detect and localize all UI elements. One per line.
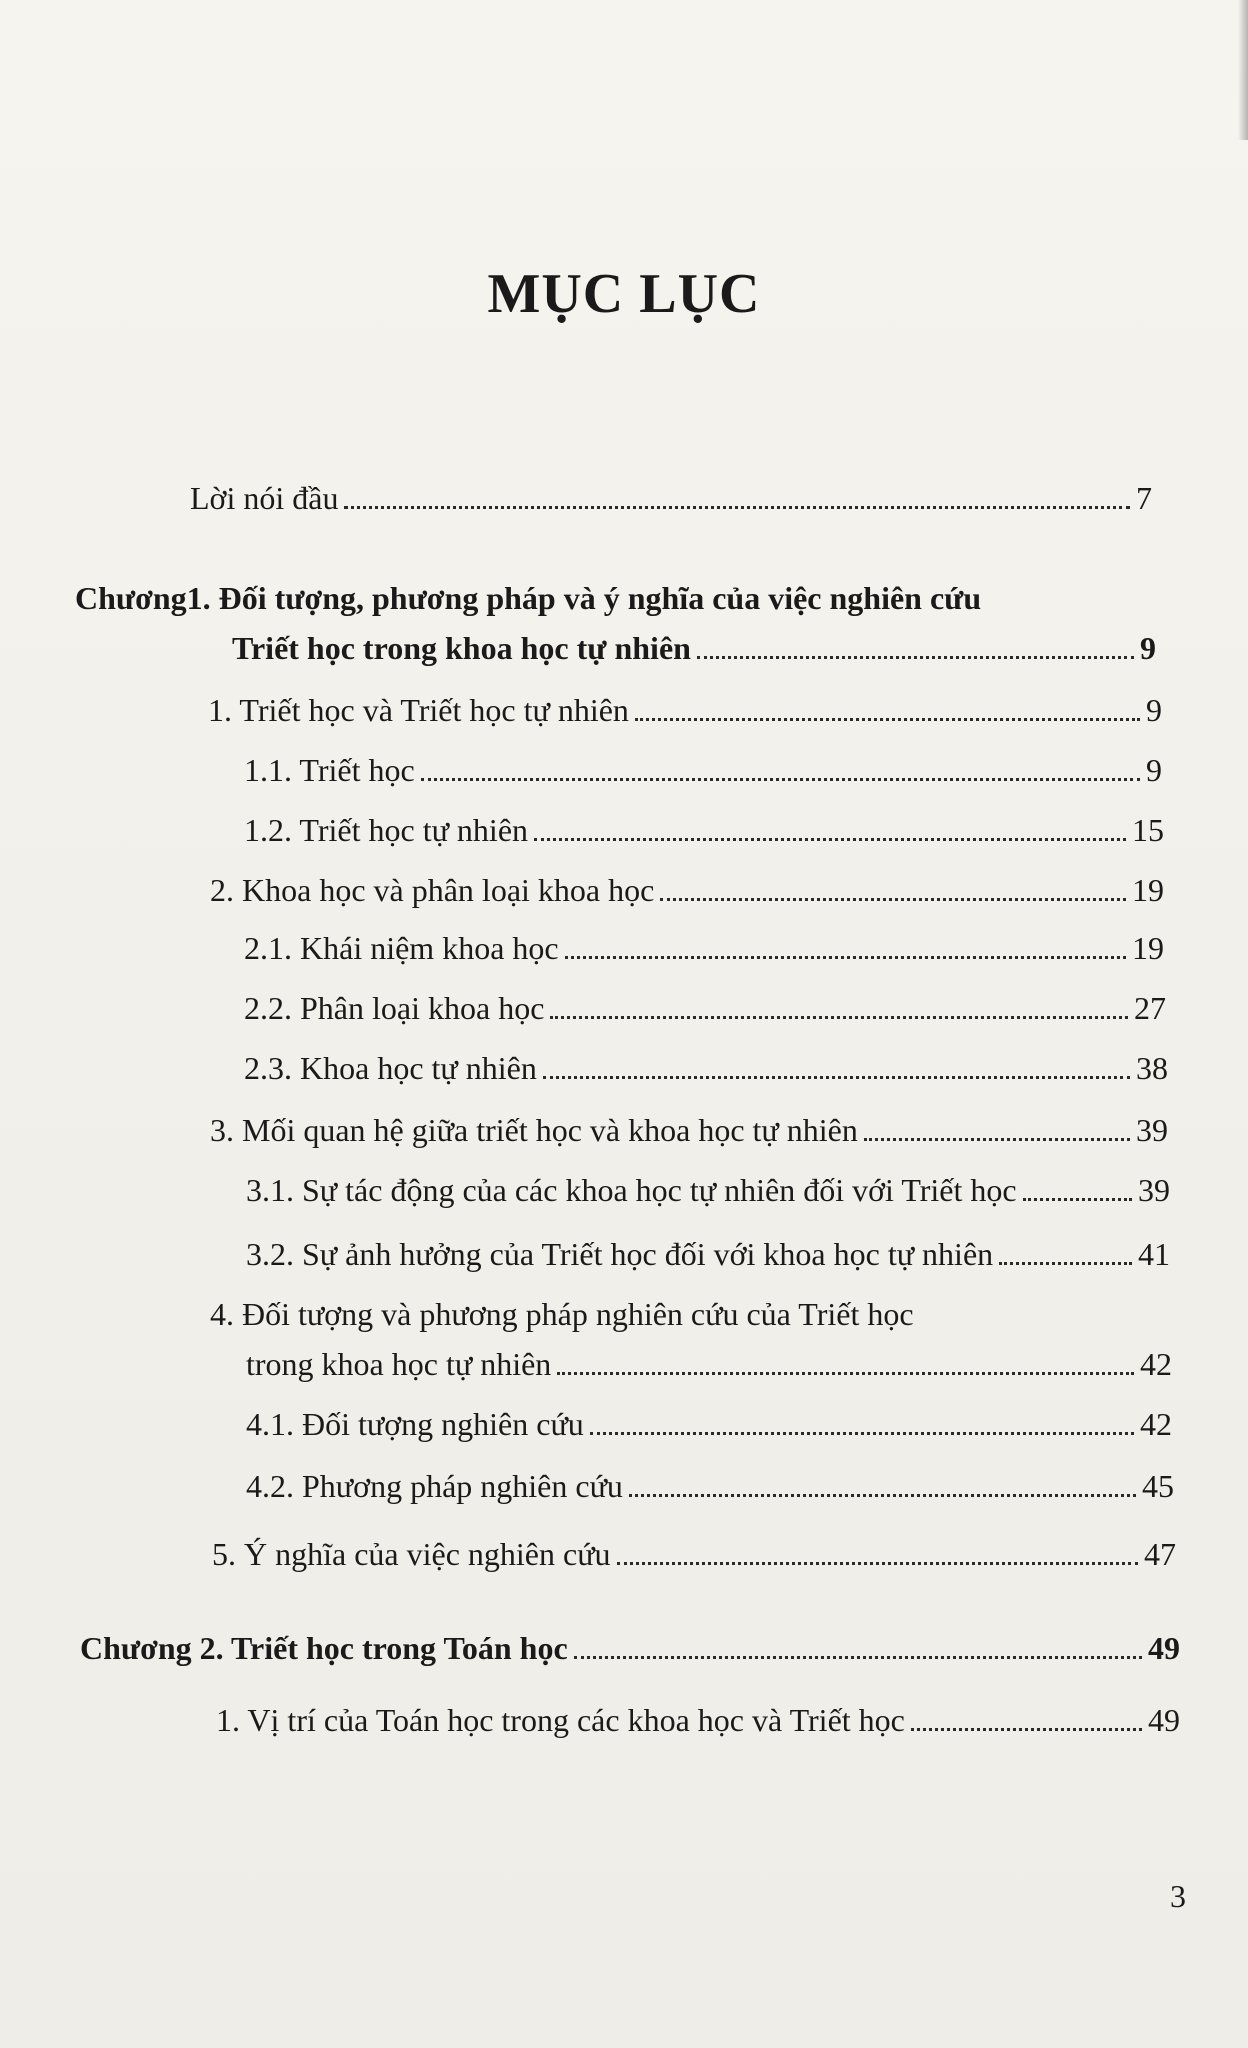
toc-entry-text: 2.3. Khoa học tự nhiên xyxy=(244,1050,537,1086)
toc-entry-page: 9 xyxy=(1140,630,1156,666)
toc-entry-page: 7 xyxy=(1136,480,1152,516)
toc-entry-4-1 xyxy=(246,1404,1172,1444)
toc-entry-1-2 xyxy=(244,810,1164,850)
toc-entry-text: 5. Ý nghĩa của việc nghiên cứu xyxy=(212,1536,611,1572)
toc-entry-2-2 xyxy=(244,988,1166,1028)
toc-entry-preface xyxy=(190,478,1152,518)
toc-entry-2-1 xyxy=(244,928,1164,968)
toc-entry-page: 9 xyxy=(1146,752,1162,788)
toc-entry-text: 4.1. Đối tượng nghiên cứu xyxy=(246,1406,584,1442)
toc-entry-2-3 xyxy=(244,1048,1168,1088)
toc-entry-text: 4.2. Phương pháp nghiên cứu xyxy=(246,1468,623,1504)
toc-entry-page: 45 xyxy=(1142,1468,1174,1504)
dot-leader xyxy=(421,778,1140,781)
page-number: 3 xyxy=(1170,1878,1186,1914)
dot-leader xyxy=(635,718,1140,721)
toc-entry-text: 2. Khoa học và phân loại khoa học xyxy=(210,872,655,908)
dot-leader xyxy=(864,1138,1130,1141)
toc-entry-text: 1. Triết học và Triết học tự nhiên xyxy=(208,692,629,728)
toc-entry-page: 49 xyxy=(1148,1702,1180,1738)
dot-leader xyxy=(629,1494,1136,1497)
toc-entry-3-2 xyxy=(246,1234,1170,1274)
dot-leader xyxy=(565,956,1126,959)
toc-entry-4-2 xyxy=(246,1466,1174,1506)
toc-entry-4 xyxy=(246,1344,1172,1384)
toc-entry-page: 38 xyxy=(1136,1050,1168,1086)
dot-leader xyxy=(999,1262,1132,1265)
toc-entry-page: 47 xyxy=(1144,1536,1176,1572)
toc-entry-text: Lời nói đầu xyxy=(190,480,339,516)
dot-leader xyxy=(660,898,1126,901)
toc-entry-3 xyxy=(210,1110,1168,1150)
toc-entry-page: 9 xyxy=(1146,692,1162,728)
toc-entry-text: 1.1. Triết học xyxy=(244,752,415,788)
dot-leader xyxy=(697,656,1134,659)
toc-entry-3-1 xyxy=(246,1170,1170,1210)
toc-entry-page: 27 xyxy=(1134,990,1166,1026)
toc-entry-page: 15 xyxy=(1132,812,1164,848)
toc-entry-text: 1.2. Triết học tự nhiên xyxy=(244,812,529,848)
dot-leader xyxy=(557,1372,1134,1375)
toc-entry-text: 3. Mối quan hệ giữa triết học và khoa học tự nhiên xyxy=(210,1112,858,1148)
toc-entry-text: 2.2. Phân loại khoa học xyxy=(244,990,545,1026)
toc-entry-page: 41 xyxy=(1138,1236,1170,1272)
toc-entry-text: Triết học trong khoa học tự nhiên xyxy=(232,630,691,666)
toc-entry-page: 49 xyxy=(1148,1630,1180,1666)
toc-entry-page: 19 xyxy=(1132,930,1164,966)
toc-entry-page: 42 xyxy=(1140,1346,1172,1382)
toc-entry-text: trong khoa học tự nhiên xyxy=(246,1346,552,1382)
toc-entry-ch2-1 xyxy=(216,1700,1180,1740)
toc-entry-2 xyxy=(210,870,1164,910)
toc-entry-1-1 xyxy=(244,750,1162,790)
toc-chapter-1-line1: Chương1. Đối tượng, phương pháp và ý nghĩa của việc nghiên cứu xyxy=(75,580,982,616)
toc-entry-5 xyxy=(212,1534,1176,1574)
page-title: MỤC LỤC xyxy=(487,263,761,325)
toc-entry-text: 3.2. Sự ảnh hưởng của Triết học đối với khoa học tự nhiên xyxy=(246,1236,994,1272)
dot-leader xyxy=(617,1562,1138,1565)
toc-entry-4-line1: 4. Đối tượng và phương pháp nghiên cứu của Triết học xyxy=(210,1296,914,1332)
toc-entry-chapter-1 xyxy=(232,628,1156,668)
dot-leader xyxy=(590,1432,1134,1435)
toc-entry-page: 39 xyxy=(1138,1172,1170,1208)
toc-entry-text: 2.1. Khái niệm khoa học xyxy=(244,930,559,966)
toc-entry-page: 42 xyxy=(1140,1406,1172,1442)
dot-leader xyxy=(550,1016,1128,1019)
dot-leader xyxy=(574,1656,1142,1659)
toc-entry-1 xyxy=(208,690,1162,730)
toc-entry-chapter-2 xyxy=(80,1628,1180,1668)
dot-leader xyxy=(344,506,1130,509)
toc-entry-text: Chương 2. Triết học trong Toán học xyxy=(80,1630,568,1666)
dot-leader xyxy=(534,838,1126,841)
dot-leader xyxy=(1023,1198,1132,1201)
toc-entry-text: 1. Vị trí của Toán học trong các khoa học và Triết học xyxy=(216,1702,905,1738)
toc-entry-page: 39 xyxy=(1136,1112,1168,1148)
dot-leader xyxy=(911,1728,1142,1731)
dot-leader xyxy=(543,1076,1130,1079)
toc-entry-page: 19 xyxy=(1132,872,1164,908)
toc-entry-text: 3.1. Sự tác động của các khoa học tự nhiên đối với Triết học xyxy=(246,1172,1017,1208)
